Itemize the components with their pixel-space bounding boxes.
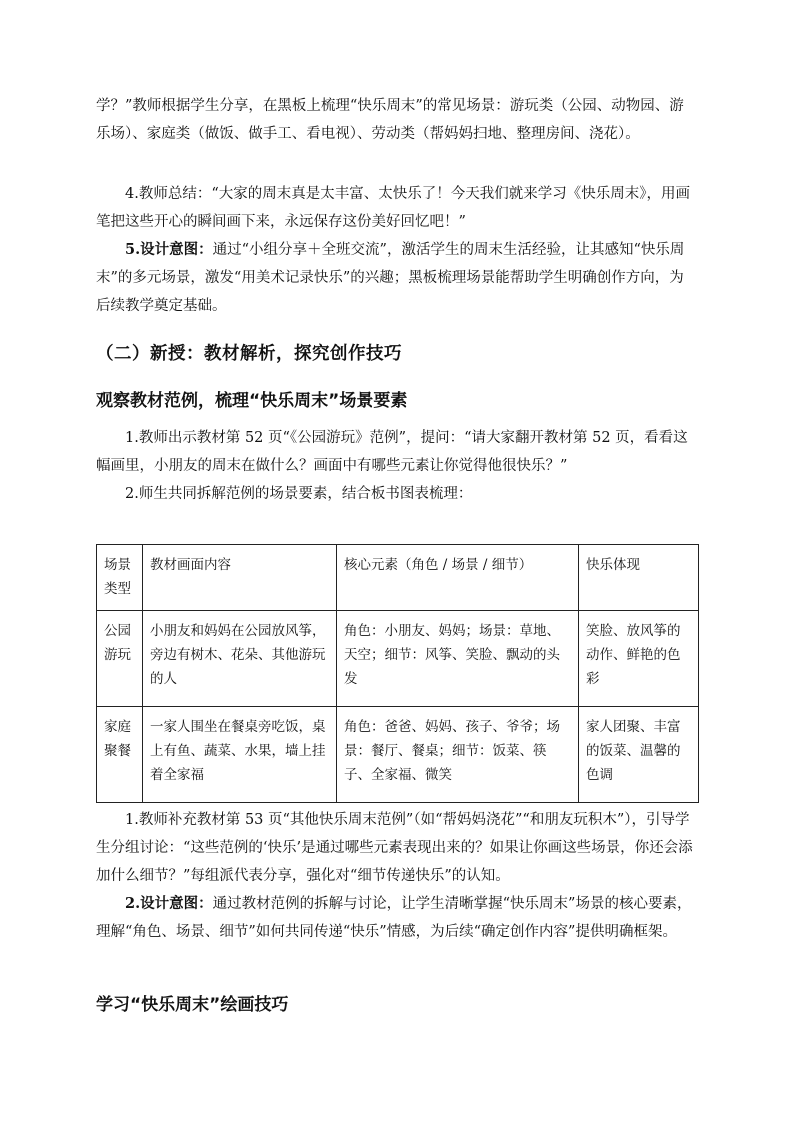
scene-elements-table <box>96 544 699 803</box>
section-heading: （二）新授：教材解析，探究创作技巧 <box>96 344 402 364</box>
design-intent-label: 5.设计意图： <box>125 241 213 258</box>
table-cell: 角色：小朋友、妈妈；场景：草地、天空；细节：风筝、笑脸、飘动的头发 <box>337 611 579 707</box>
design-intent-label: 2.设计意图： <box>125 895 213 912</box>
table-cell: 笑脸、放风筝的动作、鲜艳的色彩 <box>579 611 699 707</box>
paragraph-design-intent-2 <box>96 890 698 946</box>
table-row <box>97 611 699 707</box>
subsection-heading-observe: 观察教材范例，梳理“快乐周末”场景要素 <box>96 391 408 411</box>
paragraph-supplement-examples: 1.教师补充教材第 53 页“其他快乐周末范例”（如“帮妈妈浇花”“和朋友玩积木”），引导学生分组讨论：“这些范例的‘快乐’是通过哪些元素表现出来的？如果让你画这些场景，你还会添加什么细节？”每组派代表分享，强化对“细节传递快乐”的认知。 <box>96 812 693 884</box>
table-header-row <box>97 545 699 611</box>
subsection-heading-techniques: 学习“快乐周末”绘画技巧 <box>96 995 289 1015</box>
table-cell: 家人团聚、丰富的饭菜、温馨的色调 <box>579 707 699 803</box>
table-cell: 角色：爸爸、妈妈、孩子、爷爷；场景：餐厅、餐桌；细节：饭菜、筷子、全家福、微笑 <box>337 707 579 803</box>
paragraph-scene-summary: 学？”教师根据学生分享，在黑板上梳理“快乐周末”的常见场景：游玩类（公园、动物园、游乐场）、家庭类（做饭、做手工、看电视）、劳动类（帮妈妈扫地、整理房间、浇花）。 <box>96 98 684 142</box>
table-header-cell: 快乐体现 <box>579 545 699 611</box>
table-header-cell: 场景类型 <box>97 545 143 611</box>
paragraph-textbook-example: 1.教师出示教材第 52 页“《公园游玩》范例”，提问：“请大家翻开教材第 52 页，看看这幅画里，小朋友的周末在做什么？画面中有哪些元素让你觉得他很快乐？” <box>96 430 688 474</box>
table-row <box>97 707 699 803</box>
paragraph-design-intent-1 <box>96 236 698 320</box>
paragraph-teacher-summary: 4.教师总结：“大家的周末真是太丰富、太快乐了！今天我们就来学习《快乐周末》，用画笔把这些开心的瞬间画下来，永远保存这份美好回忆吧！” <box>96 186 690 230</box>
design-intent-text: 通过“小组分享＋全班交流”，激活学生的周末生活经验，让其感知“快乐周末”的多元场景，激发“用美术记录快乐”的兴趣；黑板梳理场景能帮助学生明确创作方向，为后续教学奠定基础。 <box>96 242 685 314</box>
design-intent-text: 通过教材范例的拆解与讨论，让学生清晰掌握“快乐周末”场景的核心要素，理解“角色、场景、细节”如何共同传递“快乐”情感，为后续“确定创作内容”提供明确框架。 <box>96 896 692 940</box>
paragraph-analysis-intro: 2.师生共同拆解范例的场景要素，结合板书图表梳理： <box>125 486 473 502</box>
table-cell: 一家人围坐在餐桌旁吃饭，桌上有鱼、蔬菜、水果，墙上挂着全家福 <box>143 707 337 803</box>
table-header-cell: 教材画面内容 <box>143 545 337 611</box>
table-header-cell: 核心元素（角色 / 场景 / 细节） <box>337 545 579 611</box>
table-cell: 公园游玩 <box>97 611 143 707</box>
table-cell: 家庭聚餐 <box>97 707 143 803</box>
table-cell: 小朋友和妈妈在公园放风筝，旁边有树木、花朵、其他游玩的人 <box>143 611 337 707</box>
